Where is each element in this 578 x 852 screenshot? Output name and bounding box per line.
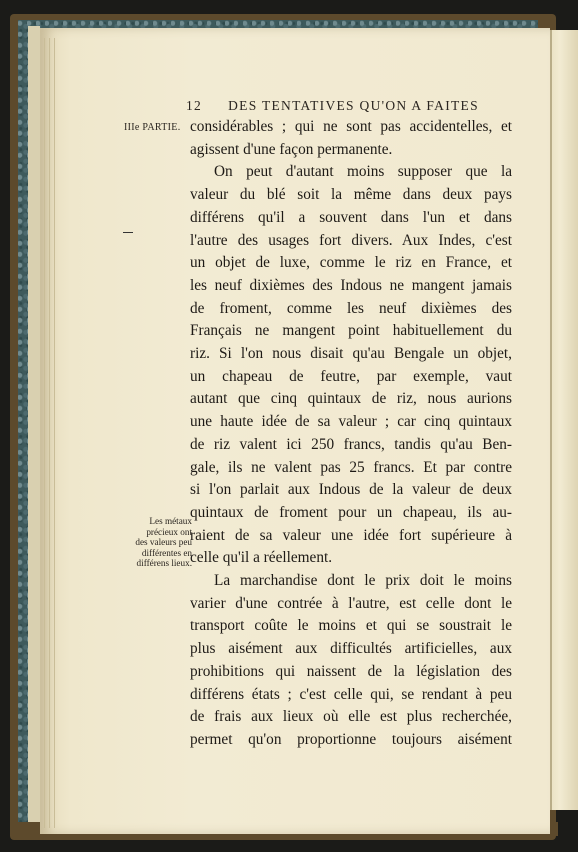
part-label: IIIe PARTIE. <box>124 122 181 133</box>
text-line: riz. Si l'on nous disait qu'au Bengale un objet, <box>190 345 512 363</box>
margin-note-line: Les métaux <box>149 516 192 526</box>
text-line: valeur du blé soit la même dans deux pays <box>190 186 512 204</box>
page-fold-line <box>49 38 50 828</box>
text-line: La marchandise dont le prix doit le moins <box>214 572 512 590</box>
page-fold-line <box>44 38 45 828</box>
endpaper <box>28 26 40 826</box>
text-line: agissent d'une façon permanente. <box>190 140 393 158</box>
text-line: un chapeau de feutre, par exemple, vaut <box>190 367 512 385</box>
margin-note-line: différens lieux. <box>136 558 192 569</box>
text-line: Français ne mangent point habituellement du <box>190 322 512 340</box>
text-line: celle qu'il a réellement. <box>190 549 333 567</box>
text-line: plus aisément aux difficultés artificielles, aux <box>190 640 512 658</box>
page-number: 12 <box>186 98 203 113</box>
text-line: varier d'une contrée à l'autre, est celle dont le <box>190 594 512 612</box>
text-line: l'autre des usages fort divers. Aux Indes, c'est <box>190 231 512 249</box>
margin-note-line: différentes en <box>141 547 192 558</box>
margin-note <box>124 516 192 569</box>
margin-note-line: précieux ont <box>146 526 192 537</box>
text-line: raient de sa valeur une idée fort supérieure à <box>190 526 512 544</box>
page-fold-line <box>54 38 55 828</box>
body-text <box>190 116 512 752</box>
text-line: différens états ; c'est celle qui, se rendant à peu <box>190 685 512 703</box>
text-line: On peut d'autant moins supposer que la <box>214 163 512 181</box>
text-line: quintaux de froment pour un chapeau, ils au- <box>190 503 512 521</box>
text-line: différens qu'il a souvent dans l'un et dans <box>190 208 512 226</box>
page-stack-edge <box>548 30 578 810</box>
text-line: autant que cinq quintaux de riz, nous aurions <box>190 390 512 408</box>
text-line: permet qu'on proportionne toujours aisément <box>190 730 512 748</box>
text-line: de froment, comme les neuf dixièmes des <box>190 299 512 317</box>
running-head <box>186 98 486 114</box>
text-line: gale, ils ne valent pas 25 francs. Et par contre <box>190 458 512 476</box>
text-line: considérables ; qui ne sont pas accidentelles, et <box>190 118 512 135</box>
margin-note-line: des valeurs peu <box>135 537 192 548</box>
text-line: une haute idée de sa valeur ; car cinq quintaux <box>190 413 512 431</box>
running-title: DES TENTATIVES QU'ON A FAITES <box>228 98 479 113</box>
text-line: un objet de luxe, comme le riz en France, et <box>190 254 512 272</box>
text-line: prohibitions qui naissent de la législation des <box>190 662 512 680</box>
text-line: de frais aux lieux où elle est plus recherchée, <box>190 708 512 726</box>
text-line: les neuf dixièmes des Indous ne mangent jamais <box>190 276 512 294</box>
margin-mark <box>123 232 133 233</box>
text-line: transport coûte le moins et qui se soustrait le <box>190 617 512 635</box>
text-line: si l'on parlait aux Indous de la valeur de deux <box>190 481 512 499</box>
text-line: de riz valent ici 250 francs, tandis qu'au Ben- <box>190 435 512 453</box>
